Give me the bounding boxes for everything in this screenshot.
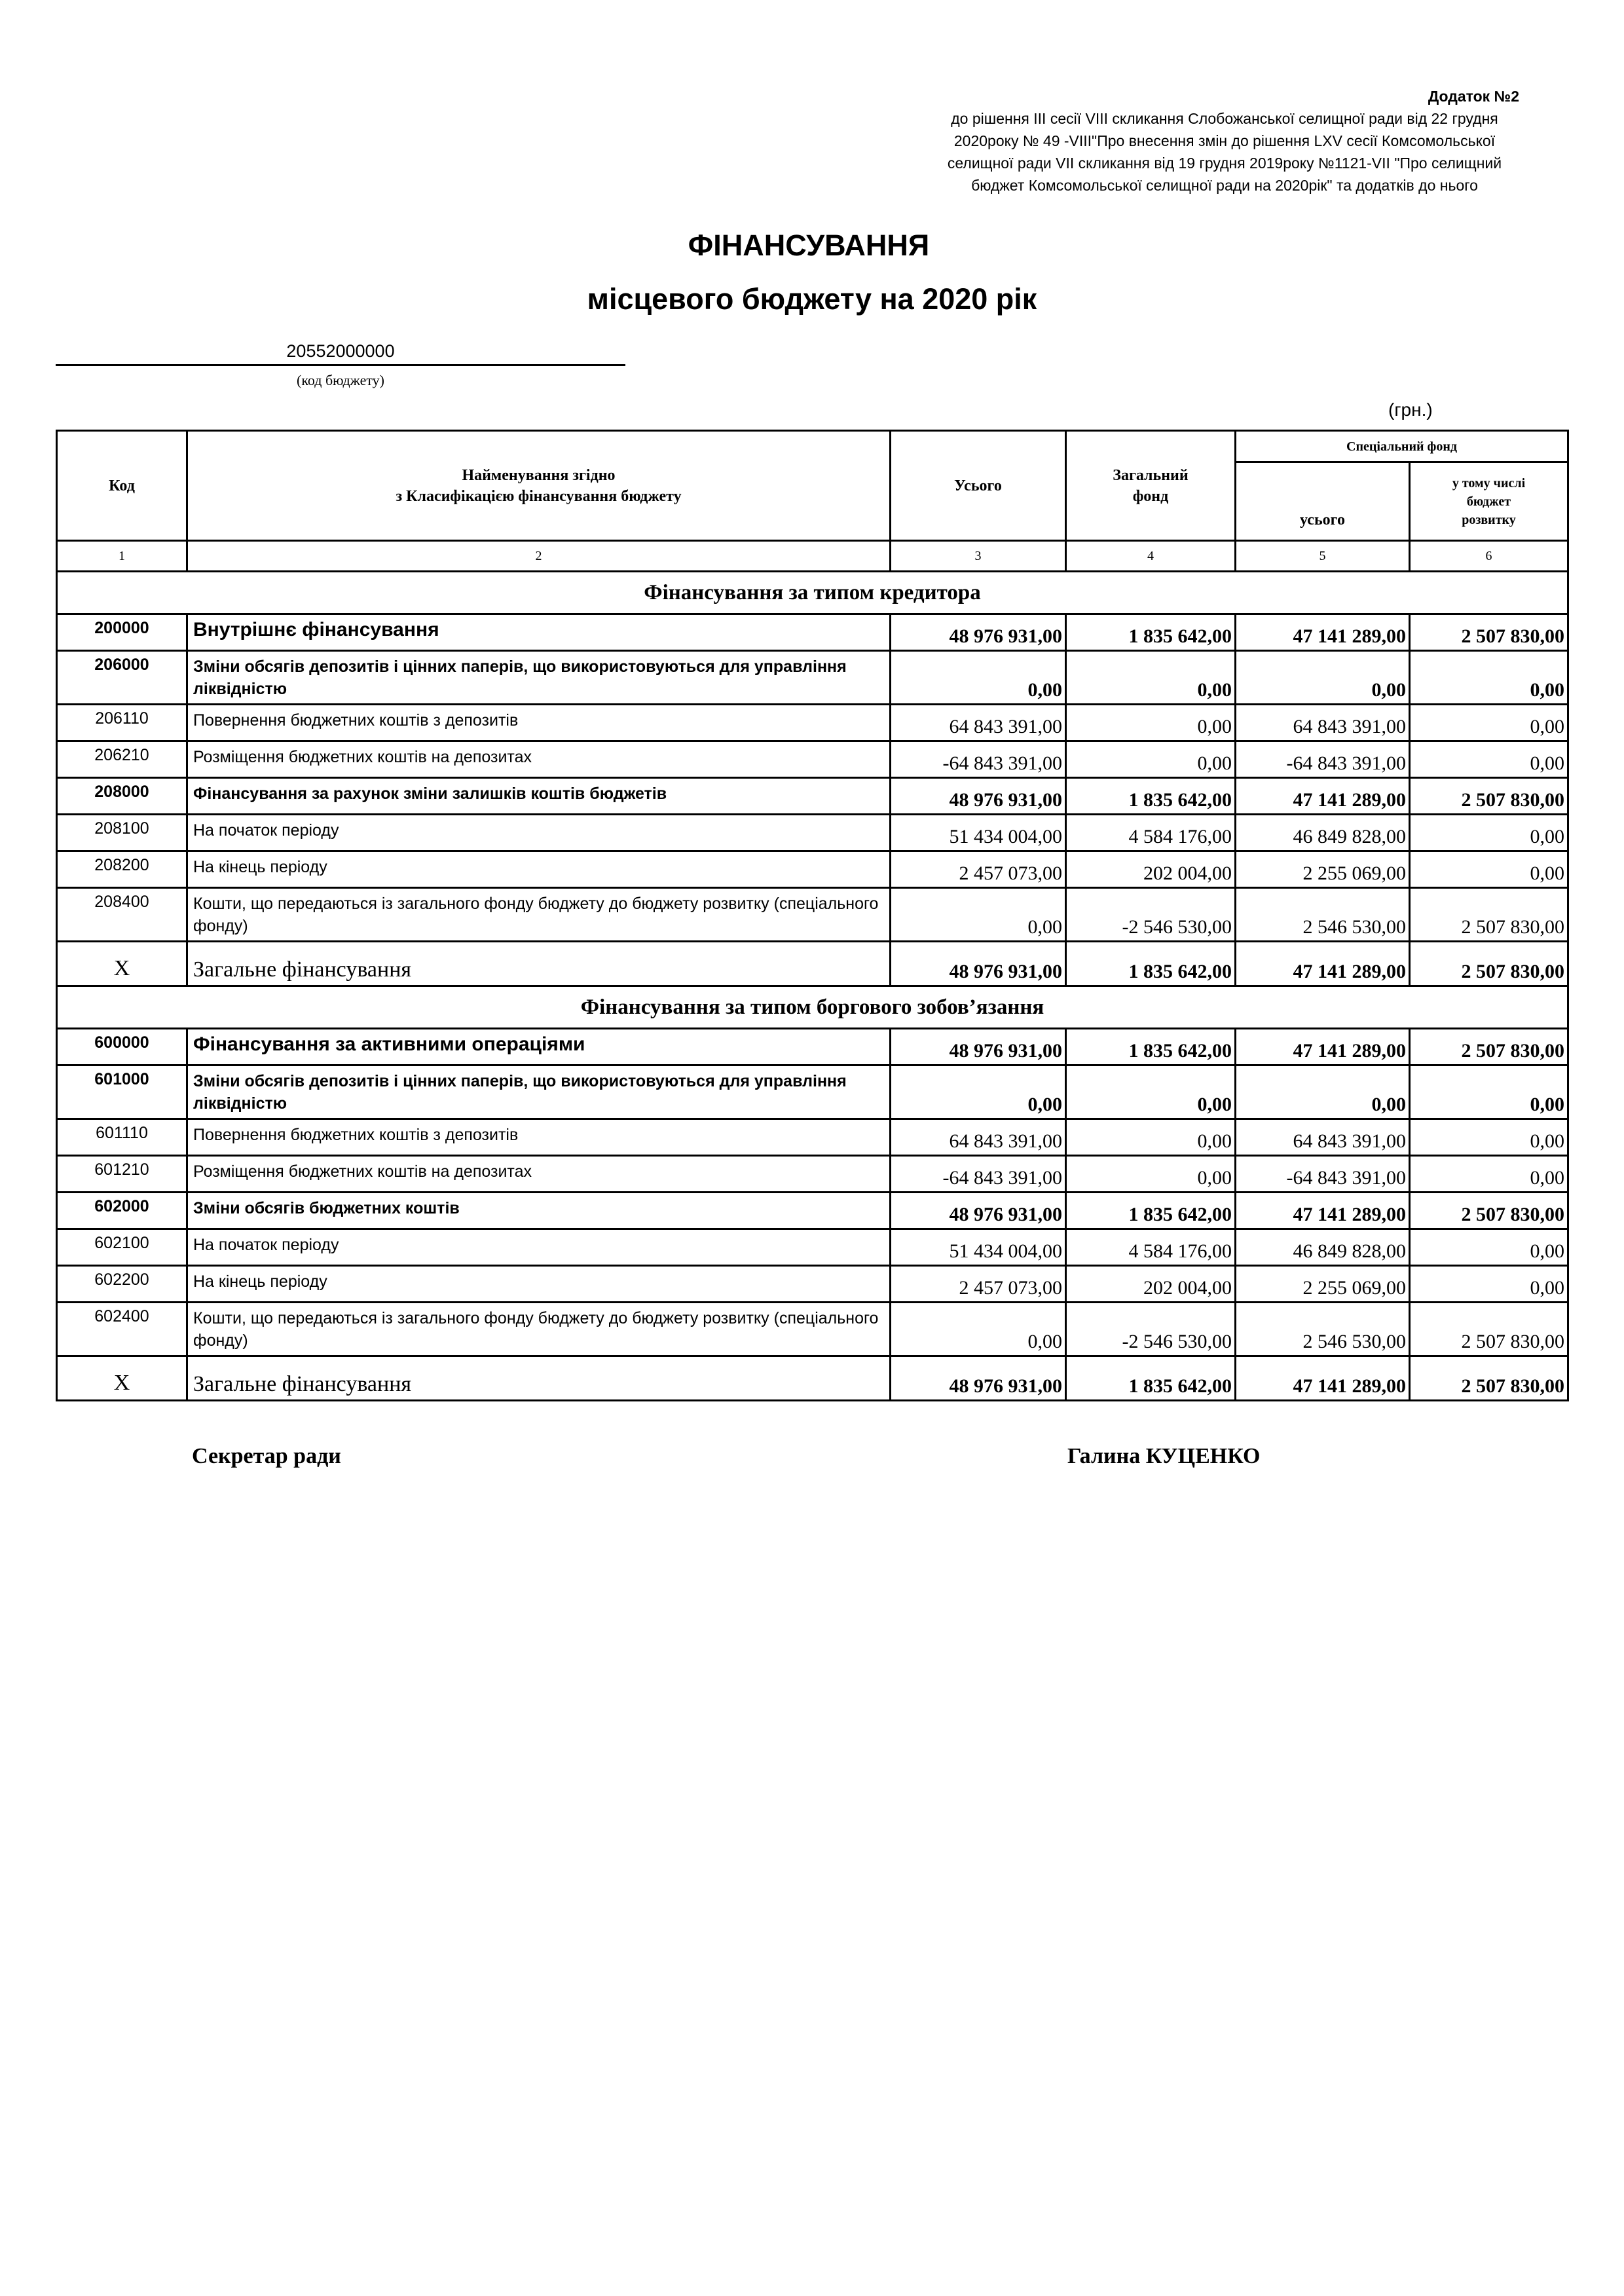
row-special-fund: 47 141 289,00 [1236, 1029, 1410, 1065]
row-total: 48 976 931,00 [891, 1193, 1066, 1229]
row-special-fund: 2 546 530,00 [1236, 1303, 1410, 1356]
row-name: Зміни обсягів депозитів і цінних паперів, що використовуються для управління ліквідністю [187, 651, 891, 705]
title-line-1: ФІНАНСУВАННЯ [688, 229, 930, 262]
header-general-fund: Загальний фонд [1066, 431, 1236, 541]
row-name: Фінансування за рахунок зміни залишків коштів бюджетів [187, 778, 891, 815]
summary-general-fund: 1 835 642,00 [1066, 1356, 1236, 1401]
row-special-fund: 46 849 828,00 [1236, 815, 1410, 851]
summary-row [57, 942, 1568, 986]
row-total: 0,00 [891, 888, 1066, 942]
row-code: 206110 [57, 705, 187, 741]
summary-name: Загальне фінансування [187, 1356, 891, 1401]
summary-total: 48 976 931,00 [891, 942, 1066, 986]
row-total: 48 976 931,00 [891, 614, 1066, 651]
row-name: На початок періоду [187, 1229, 891, 1266]
row-code: 208400 [57, 888, 187, 942]
table-row [57, 651, 1568, 705]
row-code: 601210 [57, 1156, 187, 1193]
signatory-name: Галина КУЦЕНКО [1067, 1444, 1261, 1468]
document-title [0, 226, 1624, 319]
section-header-row [57, 986, 1568, 1029]
column-number: 3 [891, 541, 1066, 572]
table-row [57, 1266, 1568, 1303]
annex-line: бюджет Комсомольської селищної ради на 2020рік" та додатків до нього [971, 177, 1478, 194]
header-development-budget: у тому числі бюджет розвитку [1410, 462, 1568, 541]
column-number: 1 [57, 541, 187, 572]
row-code: 602100 [57, 1229, 187, 1266]
row-special-fund: 64 843 391,00 [1236, 1119, 1410, 1156]
currency-unit: (грн.) [1388, 399, 1433, 420]
row-general-fund: 0,00 [1066, 1119, 1236, 1156]
row-special-fund: -64 843 391,00 [1236, 741, 1410, 778]
row-total: 2 457 073,00 [891, 1266, 1066, 1303]
row-development-budget: 0,00 [1410, 1119, 1568, 1156]
summary-special-fund: 47 141 289,00 [1236, 1356, 1410, 1401]
section-title: Фінансування за типом кредитора [57, 572, 1568, 614]
column-number: 4 [1066, 541, 1236, 572]
summary-special-fund: 47 141 289,00 [1236, 942, 1410, 986]
row-total: -64 843 391,00 [891, 1156, 1066, 1193]
row-development-budget: 2 507 830,00 [1410, 614, 1568, 651]
row-development-budget: 0,00 [1410, 1065, 1568, 1119]
row-code: 206210 [57, 741, 187, 778]
row-special-fund: 47 141 289,00 [1236, 778, 1410, 815]
row-general-fund: -2 546 530,00 [1066, 1303, 1236, 1356]
table-row [57, 1119, 1568, 1156]
signatory-role: Секретар ради [192, 1444, 341, 1468]
row-total: 51 434 004,00 [891, 815, 1066, 851]
row-name: Розміщення бюджетних коштів на депозитах [187, 741, 891, 778]
table-row [57, 1229, 1568, 1266]
row-name: На кінець періоду [187, 851, 891, 888]
row-special-fund: 64 843 391,00 [1236, 705, 1410, 741]
column-number: 2 [187, 541, 891, 572]
summary-code: X [57, 942, 187, 986]
row-code: 602000 [57, 1193, 187, 1229]
table-row [57, 778, 1568, 815]
row-general-fund: 0,00 [1066, 705, 1236, 741]
row-general-fund: 0,00 [1066, 1156, 1236, 1193]
row-general-fund: 202 004,00 [1066, 1266, 1236, 1303]
table-row [57, 851, 1568, 888]
row-general-fund: 0,00 [1066, 651, 1236, 705]
row-code: 601000 [57, 1065, 187, 1119]
row-development-budget: 2 507 830,00 [1410, 1029, 1568, 1065]
row-special-fund: -64 843 391,00 [1236, 1156, 1410, 1193]
table-row [57, 741, 1568, 778]
row-name: Зміни обсягів депозитів і цінних паперів, що використовуються для управління ліквідністю [187, 1065, 891, 1119]
row-special-fund: 2 546 530,00 [1236, 888, 1410, 942]
financing-table [56, 430, 1569, 1401]
row-special-fund: 47 141 289,00 [1236, 1193, 1410, 1229]
row-general-fund: 1 835 642,00 [1066, 778, 1236, 815]
header-special-fund: Спеціальний фонд [1236, 431, 1568, 462]
row-general-fund: 0,00 [1066, 1065, 1236, 1119]
row-development-budget: 0,00 [1410, 815, 1568, 851]
column-numbers-row [57, 541, 1568, 572]
row-development-budget: 0,00 [1410, 851, 1568, 888]
table-row [57, 888, 1568, 942]
row-total: 0,00 [891, 1065, 1066, 1119]
summary-total: 48 976 931,00 [891, 1356, 1066, 1401]
header-code: Код [57, 431, 187, 541]
row-total: -64 843 391,00 [891, 741, 1066, 778]
row-development-budget: 0,00 [1410, 1156, 1568, 1193]
row-total: 64 843 391,00 [891, 1119, 1066, 1156]
header-special-total: усього [1236, 462, 1410, 541]
row-development-budget: 2 507 830,00 [1410, 778, 1568, 815]
row-total: 0,00 [891, 651, 1066, 705]
summary-name: Загальне фінансування [187, 942, 891, 986]
table-row [57, 614, 1568, 651]
row-special-fund: 46 849 828,00 [1236, 1229, 1410, 1266]
column-number: 5 [1236, 541, 1410, 572]
row-general-fund: 4 584 176,00 [1066, 815, 1236, 851]
annex-line: до рішення ІІІ сесії VIIІ скликання Слобожанської селищної ради від 22 грудня [951, 110, 1498, 127]
row-total: 48 976 931,00 [891, 1029, 1066, 1065]
row-development-budget: 0,00 [1410, 1266, 1568, 1303]
table-row [57, 815, 1568, 851]
row-code: 602200 [57, 1266, 187, 1303]
table-body [57, 541, 1568, 1401]
row-name: Повернення бюджетних коштів з депозитів [187, 705, 891, 741]
row-code: 206000 [57, 651, 187, 705]
row-special-fund: 0,00 [1236, 1065, 1410, 1119]
row-development-budget: 0,00 [1410, 651, 1568, 705]
table-row [57, 1029, 1568, 1065]
row-development-budget: 0,00 [1410, 1229, 1568, 1266]
row-code: 200000 [57, 614, 187, 651]
row-total: 48 976 931,00 [891, 778, 1066, 815]
table-row [57, 1156, 1568, 1193]
row-general-fund: 1 835 642,00 [1066, 1029, 1236, 1065]
row-total: 51 434 004,00 [891, 1229, 1066, 1266]
annex-title: Додаток №2 [1428, 88, 1519, 105]
row-special-fund: 2 255 069,00 [1236, 851, 1410, 888]
row-name: Внутрішнє фінансування [187, 614, 891, 651]
row-name: На кінець періоду [187, 1266, 891, 1303]
row-general-fund: -2 546 530,00 [1066, 888, 1236, 942]
header-total: Усього [891, 431, 1066, 541]
row-code: 208000 [57, 778, 187, 815]
row-general-fund: 1 835 642,00 [1066, 1193, 1236, 1229]
row-development-budget: 2 507 830,00 [1410, 1303, 1568, 1356]
table-row [57, 1303, 1568, 1356]
summary-row [57, 1356, 1568, 1401]
row-total: 0,00 [891, 1303, 1066, 1356]
row-code: 600000 [57, 1029, 187, 1065]
row-general-fund: 0,00 [1066, 741, 1236, 778]
row-development-budget: 2 507 830,00 [1410, 888, 1568, 942]
row-name: Розміщення бюджетних коштів на депозитах [187, 1156, 891, 1193]
row-name: Повернення бюджетних коштів з депозитів [187, 1119, 891, 1156]
annex-reference [904, 85, 1545, 196]
row-code: 208100 [57, 815, 187, 851]
budget-code-caption: (код бюджету) [297, 372, 384, 388]
annex-line: селищної ради VІІ скликання від 19 грудня 2019року №1121-VІІ "Про селищний [947, 155, 1502, 172]
row-code: 208200 [57, 851, 187, 888]
row-total: 64 843 391,00 [891, 705, 1066, 741]
row-name: Зміни обсягів бюджетних коштів [187, 1193, 891, 1229]
budget-code: 20552000000 [56, 335, 625, 366]
table-row [57, 1193, 1568, 1229]
summary-code: X [57, 1356, 187, 1401]
row-special-fund: 47 141 289,00 [1236, 614, 1410, 651]
section-header-row [57, 572, 1568, 614]
row-special-fund: 0,00 [1236, 651, 1410, 705]
row-name: На початок періоду [187, 815, 891, 851]
row-name: Фінансування за активними операціями [187, 1029, 891, 1065]
row-general-fund: 4 584 176,00 [1066, 1229, 1236, 1266]
table-row [57, 1065, 1568, 1119]
column-number: 6 [1410, 541, 1568, 572]
title-line-2: місцевого бюджету на 2020 рік [587, 282, 1037, 316]
row-general-fund: 202 004,00 [1066, 851, 1236, 888]
row-code: 602400 [57, 1303, 187, 1356]
summary-development-budget: 2 507 830,00 [1410, 942, 1568, 986]
summary-development-budget: 2 507 830,00 [1410, 1356, 1568, 1401]
table-row [57, 705, 1568, 741]
row-development-budget: 0,00 [1410, 705, 1568, 741]
header-name: Найменування згідно з Класифікацією фінансування бюджету [187, 431, 891, 541]
summary-general-fund: 1 835 642,00 [1066, 942, 1236, 986]
row-total: 2 457 073,00 [891, 851, 1066, 888]
row-name: Кошти, що передаються із загального фонду бюджету до бюджету розвитку (спеціального фонду) [187, 888, 891, 942]
annex-line: 2020року № 49 -VIIІ"Про внесення змін до рішення LXV сесії Комсомольської [953, 132, 1496, 149]
row-development-budget: 2 507 830,00 [1410, 1193, 1568, 1229]
row-general-fund: 1 835 642,00 [1066, 614, 1236, 651]
row-code: 601110 [57, 1119, 187, 1156]
row-development-budget: 0,00 [1410, 741, 1568, 778]
section-title: Фінансування за типом боргового зобов’язання [57, 986, 1568, 1029]
row-name: Кошти, що передаються із загального фонду бюджету до бюджету розвитку (спеціального фонду) [187, 1303, 891, 1356]
row-special-fund: 2 255 069,00 [1236, 1266, 1410, 1303]
